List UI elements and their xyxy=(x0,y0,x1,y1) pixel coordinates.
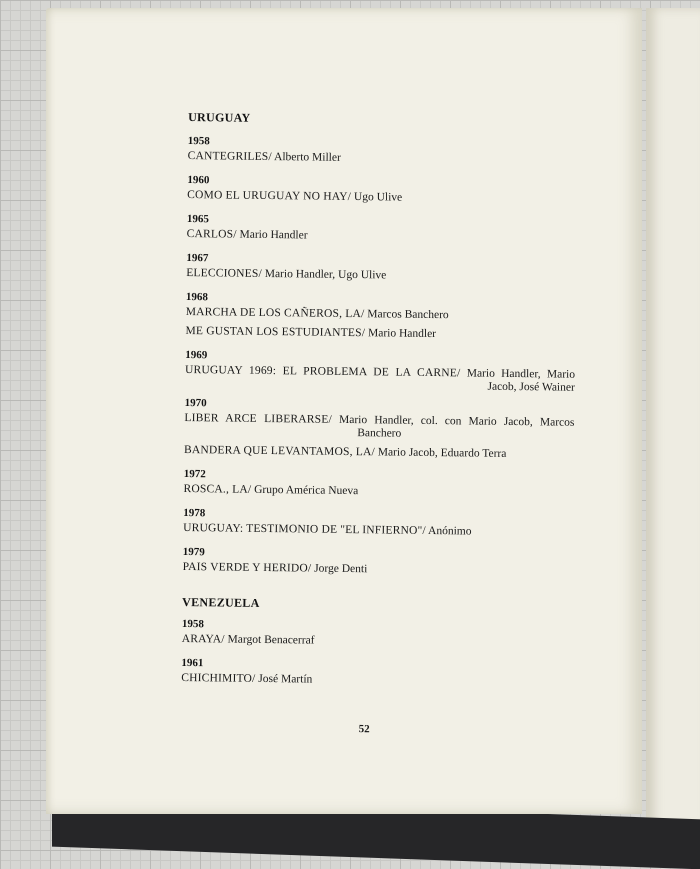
film-credit: Mario Jacob, Eduardo Terra xyxy=(377,446,507,460)
film-entry xyxy=(185,364,575,395)
film-entry xyxy=(186,306,574,324)
film-credit: Alberto Miller xyxy=(274,151,341,164)
film-title: URUGUAY 1969: EL PROBLEMA DE LA CARNE/ xyxy=(184,364,461,380)
film-credit: Marcos Banchero xyxy=(367,308,449,322)
film-entry xyxy=(181,672,569,690)
film-entry xyxy=(183,522,571,540)
film-credit: Mario Handler, Mario Jacob, José Wainer xyxy=(466,367,576,394)
year-heading: 1972 xyxy=(183,467,206,481)
film-credit: Margot Benacerraf xyxy=(227,633,315,647)
book-page xyxy=(46,8,642,814)
year-heading: 1979 xyxy=(182,545,205,559)
page-number: 52 xyxy=(358,723,370,736)
film-credit: Mario Handler, col. con Mario Jacob, Marcos Banchero xyxy=(338,413,575,440)
film-title: URUGUAY: TESTIMONIO DE "EL INFIERNO"/ xyxy=(183,521,426,537)
year-heading: 1968 xyxy=(185,291,209,304)
year-heading: 1967 xyxy=(186,252,209,265)
country-heading-venezuela: VENEZUELA xyxy=(182,594,260,610)
year-heading: 1969 xyxy=(185,349,208,362)
country-heading-uruguay: URUGUAY xyxy=(188,110,251,125)
film-entry xyxy=(184,412,574,443)
film-title: MARCHA DE LOS CAÑEROS, LA/ xyxy=(185,306,365,321)
film-title: LIBER ARCE LIBERARSE/ xyxy=(184,412,333,426)
year-heading: 1958 xyxy=(181,617,205,631)
film-credit: Grupo América Nueva xyxy=(254,483,359,498)
film-title: ROSCA., LA/ xyxy=(183,482,252,496)
next-page-edge xyxy=(646,8,700,828)
film-entry xyxy=(186,267,574,285)
film-title: CHICHIMITO/ xyxy=(181,671,256,685)
film-credit: Mario Handler, Ugo Ulive xyxy=(264,267,387,282)
film-credit: Ugo Ulive xyxy=(353,191,403,204)
film-entry xyxy=(184,444,572,462)
film-credit: Mario Handler xyxy=(239,228,308,242)
film-title: ELECCIONES/ xyxy=(186,267,262,280)
film-title: CARLOS/ xyxy=(186,228,237,241)
film-entry xyxy=(185,325,573,343)
film-entry xyxy=(187,189,575,207)
film-title: ME GUSTAN LOS ESTUDIANTES/ xyxy=(185,325,366,340)
film-credit: Anónimo xyxy=(428,524,472,538)
film-entry xyxy=(183,561,571,579)
film-title: COMO EL URUGUAY NO HAY/ xyxy=(187,189,352,204)
year-heading: 1960 xyxy=(187,174,210,187)
film-title: BANDERA QUE LEVANTAMOS, LA/ xyxy=(183,444,375,459)
film-credit: Mario Handler xyxy=(367,327,437,341)
film-title: ARAYA/ xyxy=(181,632,225,646)
film-title: CANTEGRILES/ xyxy=(187,150,272,164)
film-credit: José Martín xyxy=(258,672,313,686)
year-heading: 1970 xyxy=(184,397,207,410)
year-heading: 1961 xyxy=(181,656,204,670)
film-credit: Jorge Denti xyxy=(314,562,368,576)
year-heading: 1978 xyxy=(183,506,206,520)
film-entry xyxy=(188,150,576,168)
year-heading: 1958 xyxy=(187,135,210,148)
film-entry xyxy=(184,483,572,501)
film-title: PAIS VERDE Y HERIDO/ xyxy=(182,560,312,575)
filmography-list xyxy=(38,6,644,819)
film-entry xyxy=(187,228,575,246)
year-heading: 1965 xyxy=(186,213,209,226)
film-entry xyxy=(182,633,570,651)
